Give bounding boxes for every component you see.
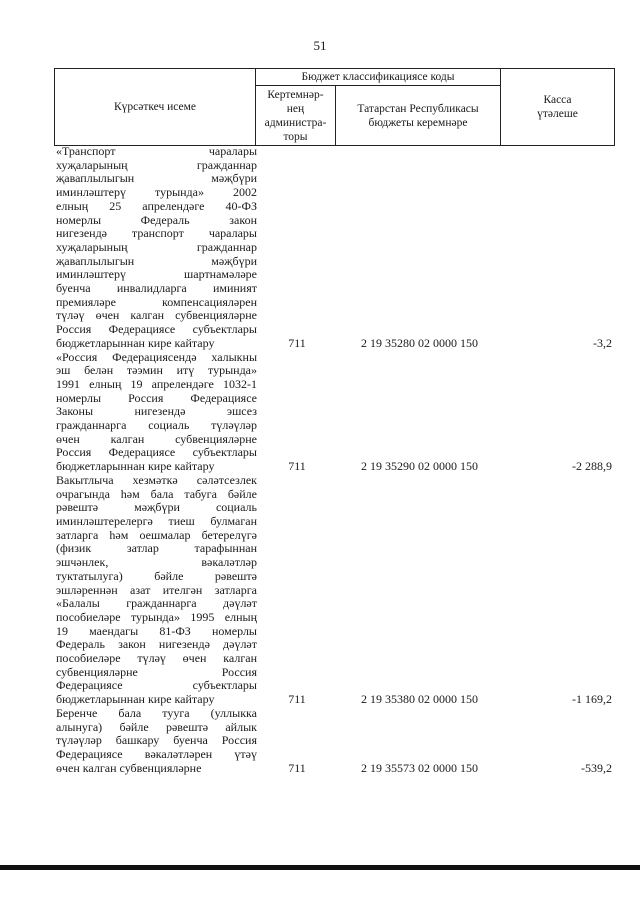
row-name-line: «Балалы гражданнарга дәүләт	[56, 596, 257, 611]
row-name-line: 1991 елның 19 апрелендәге 1032-1	[56, 376, 257, 391]
row-name-line: Вакытлыча хезмәткә сәләтсезлек	[56, 472, 257, 487]
row-administrator: 711	[288, 760, 306, 775]
row-cash-execution: -539,2	[581, 760, 612, 775]
row-name-line: бюджетларыннан кире кайтару	[56, 459, 215, 474]
row-name-line: иминләштерү турында» 2002	[56, 185, 257, 200]
row-name-line: нигезендә транспорт чаралары	[56, 226, 257, 241]
table-body	[54, 145, 614, 775]
row-administrator: 711	[288, 692, 306, 707]
row-name-line: затларга һәм оешмалар бетерелүгә	[56, 527, 257, 542]
row-name-line: Федерациясе субъектлары	[56, 678, 257, 693]
row-name-line: буенча инвалидларга иминият	[56, 281, 257, 296]
table-row	[54, 474, 614, 707]
row-name-line: Федерациясе вәкаләтләрен үтәү	[56, 746, 257, 761]
row-indicator-name	[54, 474, 257, 707]
row-name-line: «Транспорт чаралары	[56, 144, 257, 158]
row-name-line: бюджетларыннан кире кайтару	[56, 692, 215, 707]
row-name-line: (физик затлар тарафыннан	[56, 541, 257, 556]
row-cash-execution: -1 169,2	[572, 692, 612, 707]
header-budget-classification: Бюджет классификациясе коды	[256, 69, 501, 86]
row-name-line: хуҗаларының гражданнар	[56, 239, 257, 254]
row-name-line: хуҗаларының гражданнар	[56, 157, 257, 172]
row-name-line: премияләре компенсацияләрен	[56, 294, 257, 309]
row-name-line: алынуга) бәйле рәвештә айлык	[56, 719, 257, 734]
row-administrator: 711	[288, 459, 306, 474]
row-name-line: очрагында һәм бала табуга бәйле	[56, 486, 257, 501]
header-administrator: Кертемнәр- нең администра- торы	[256, 86, 336, 146]
row-name-line: түләүләр башкару буенча Россия	[56, 733, 257, 748]
page-number: 51	[313, 38, 327, 53]
table-row	[54, 707, 614, 776]
row-name-line: субвенцияләрне Россия	[56, 664, 257, 679]
row-indicator-name	[54, 145, 257, 351]
table-row	[54, 351, 614, 474]
row-name-line: гражданнарга социаль түләүләр	[56, 418, 257, 433]
table-row	[54, 145, 614, 351]
row-name-line: Федераль закон нигезендә дәүләт	[56, 637, 257, 652]
row-classification-code: 2 19 35573 02 0000 150	[361, 760, 478, 775]
row-name-line: иминләштерелергә тиеш булмаган	[56, 513, 257, 528]
header-cash-execution: Касса үтәлеше	[501, 69, 615, 146]
row-name-line: җаваплылыгын мәҗбүри	[56, 171, 257, 186]
row-name-line: «Россия Федерациясендә халыкны	[56, 349, 257, 364]
row-indicator-name	[54, 351, 257, 474]
row-name-line: пособиеләре турында» 1995 елның	[56, 609, 257, 624]
row-name-line: елның 25 апрелендәге 40-ФЗ	[56, 198, 257, 213]
row-name-line: номерлы Россия Федерациясе	[56, 390, 257, 405]
row-name-line: эшчәнлек, вәкаләтләр	[56, 555, 257, 570]
row-classification-code: 2 19 35290 02 0000 150	[361, 459, 478, 474]
row-cash-execution: -2 288,9	[572, 459, 612, 474]
row-name-line: Россия Федерациясе субъектлары	[56, 445, 257, 460]
row-name-line: Законы нигезендә эшсез	[56, 404, 257, 419]
row-name-line: иминләштерү шартнамәләре	[56, 267, 257, 282]
row-name-line: пособиеләре түләү өчен калган	[56, 651, 257, 666]
row-administrator: 711	[288, 335, 306, 350]
row-name-line: җаваплылыгын мәҗбүри	[56, 253, 257, 268]
row-name-line: өчен калган субвенцияләрне	[56, 431, 257, 446]
row-name-line: номерлы Федераль закон	[56, 212, 257, 227]
row-name-line: рәвештә мәҗбүри социаль	[56, 500, 257, 515]
header-indicator-name: Күрсәткеч исеме	[55, 69, 256, 146]
row-name-line: эш белән тәэмин итү турында»	[56, 363, 257, 378]
row-name-line: эшләреннән азат ителгән затларга	[56, 582, 257, 597]
row-name-line: 19 маендагы 81-ФЗ номерлы	[56, 623, 257, 638]
row-name-line: туктатылуга) бәйле рәвештә	[56, 568, 257, 583]
header-revenues: Татарстан Республикасы бюджеты керемнәре	[336, 86, 501, 146]
row-name-line: түләү өчен калган субвенцияләрне	[56, 308, 257, 323]
row-name-line: бюджетларыннан кире кайтару	[56, 335, 215, 350]
row-indicator-name	[54, 707, 257, 776]
row-name-line: өчен калган субвенцияләрне	[56, 760, 202, 775]
row-cash-execution: -3,2	[593, 335, 612, 350]
row-classification-code: 2 19 35380 02 0000 150	[361, 692, 478, 707]
scan-edge-bar	[0, 865, 640, 870]
table-header	[54, 68, 615, 146]
row-name-line: Беренче бала туугa (уллыкка	[56, 705, 257, 720]
row-name-line: Россия Федерациясе субъектлары	[56, 322, 257, 337]
row-classification-code: 2 19 35280 02 0000 150	[361, 335, 478, 350]
